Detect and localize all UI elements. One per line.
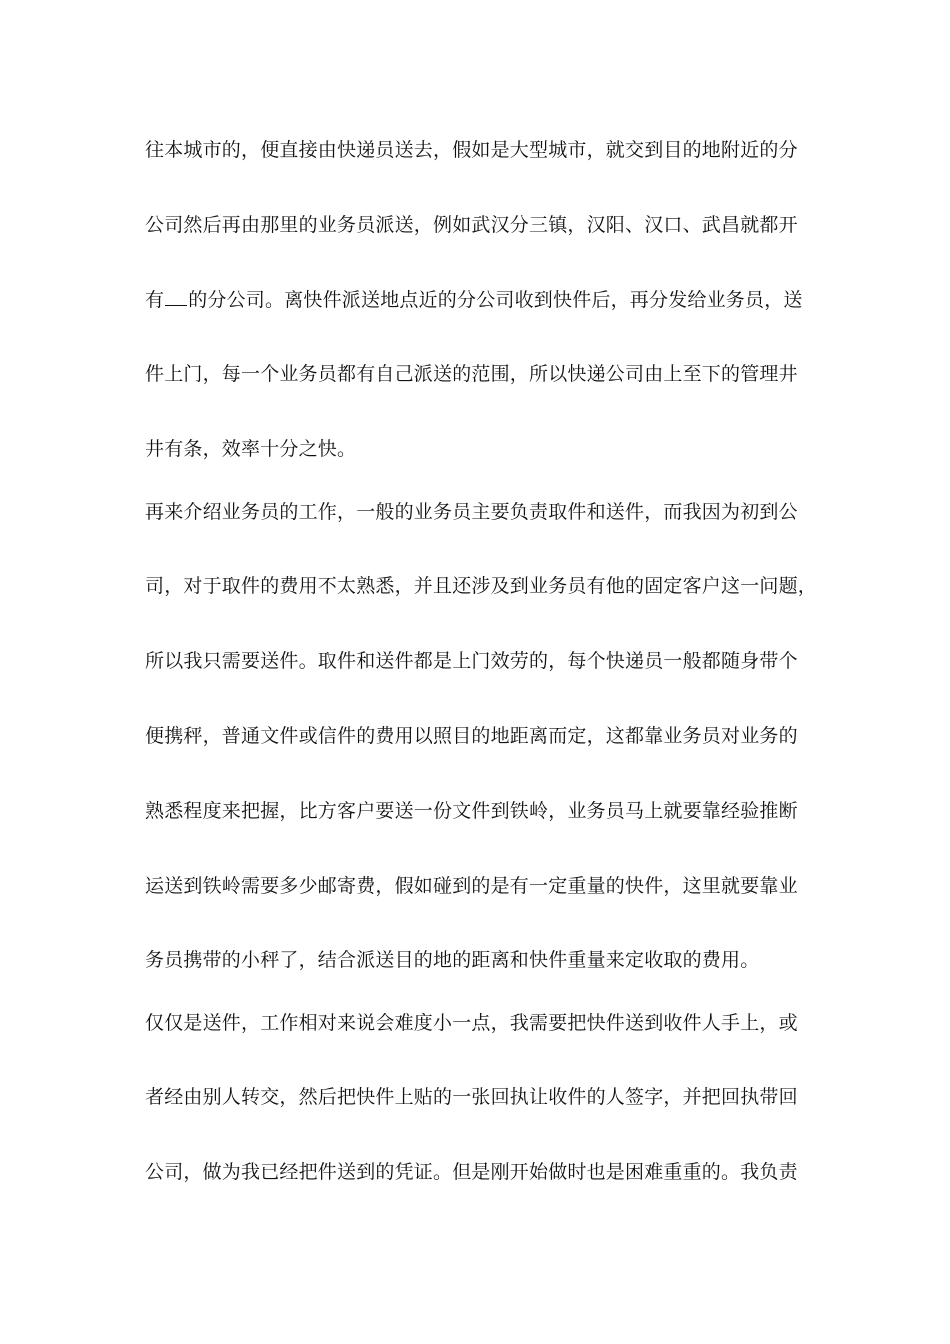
text-line-with-blank (145, 286, 825, 314)
text-line: 司，对于取件的费用不太熟悉，并且还涉及到业务员有他的固定客户这一问题， (145, 575, 818, 597)
text-fragment: 有 (145, 289, 165, 311)
text-line: 仅仅是送件，工作相对来说会难度小一点，我需要把快件送到收件人手上，或 (145, 1012, 798, 1034)
text-line: 公司，做为我已经把件送到的凭证。但是刚开始做时也是困难重重的。我负责 (145, 1161, 798, 1183)
text-line: 再来介绍业务员的工作，一般的业务员主要负责取件和送件，而我因为初到公 (145, 501, 798, 523)
text-line: 井有条，效率十分之快。 (145, 438, 357, 460)
text-line: 运送到铁岭需要多少邮寄费，假如碰到的是有一定重量的快件，这里就要靠业 (145, 875, 798, 897)
text-line: 者经由别人转交，然后把快件上贴的一张回执让收件的人签字，并把回执带回 (145, 1086, 798, 1108)
text-line: 公司然后再由那里的业务员派送，例如武汉分三镇，汉阳、汉口、武昌就都开 (145, 214, 798, 236)
fill-in-blank (165, 287, 187, 306)
text-line: 务员携带的小秤了，结合派送目的地的距离和快件重量来定收取的费用。 (145, 949, 760, 971)
text-fragment: 的分公司。离快件派送地点近的分公司收到快件后，再分发给业务员，送 (188, 289, 803, 311)
text-line: 熟悉程度来把握，比方客户要送一份文件到铁岭，业务员马上就要靠经验推断 (145, 800, 798, 822)
text-line: 便携秤，普通文件或信件的费用以照目的地距离而定，这都靠业务员对业务的 (145, 725, 798, 747)
text-line: 件上门，每一个业务员都有自己派送的范围，所以快递公司由上至下的管理井 (145, 363, 798, 385)
text-line: 所以我只需要送件。取件和送件都是上门效劳的，每个快递员一般都随身带个 (145, 650, 798, 672)
text-line: 往本城市的，便直接由快递员送去，假如是大型城市，就交到目的地附近的分 (145, 139, 798, 161)
